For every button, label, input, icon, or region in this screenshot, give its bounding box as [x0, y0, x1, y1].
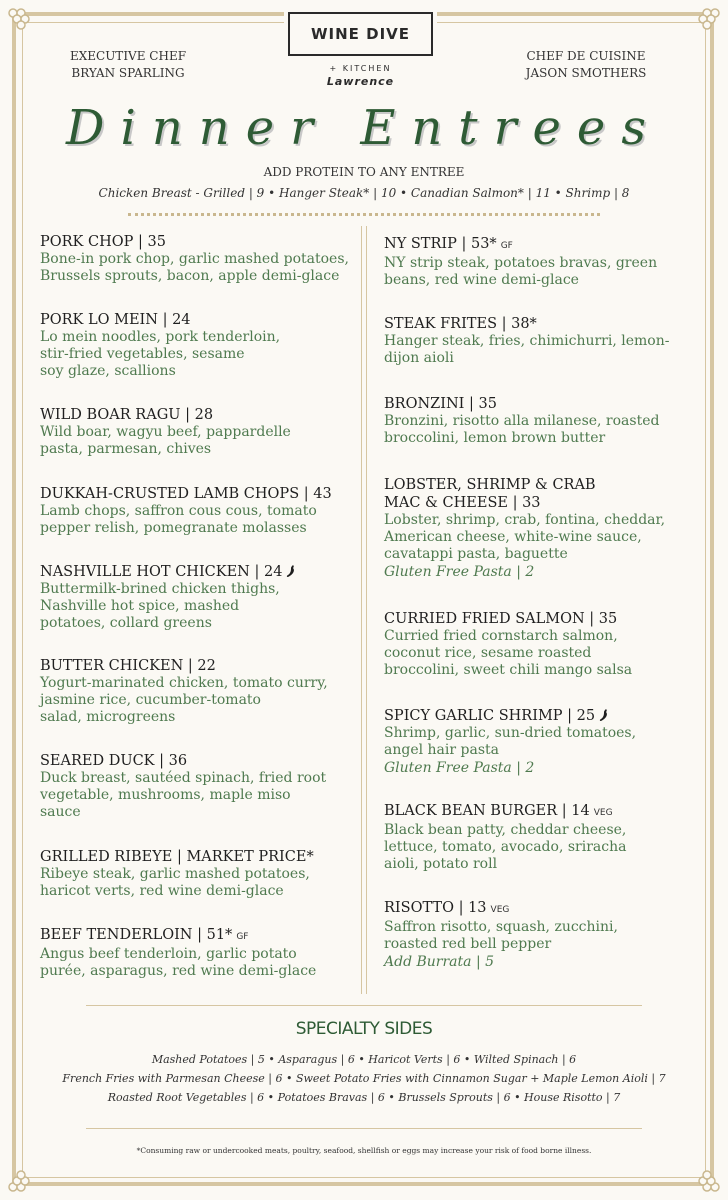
item-desc-line: potatoes, collard greens	[40, 615, 212, 631]
item-name	[40, 563, 358, 581]
item-desc-line: dijon aioli	[384, 350, 454, 366]
item-desc-line: soy glaze, scallions	[40, 363, 176, 379]
item-name: LOBSTER, SHRIMP & CRAB	[384, 477, 596, 493]
item-desc-line: Nashville hot spice, mashed	[40, 598, 240, 614]
item-desc-line: broccolini, lemon brown butter	[384, 430, 606, 446]
item-name: STEAK FRITES | 38*	[384, 316, 537, 332]
chef-name: BRYAN SPARLING	[71, 66, 185, 80]
menu-item-spicy-garlic-shrimp	[384, 707, 700, 777]
item-name: PORK CHOP | 35	[40, 234, 166, 250]
item-desc-line: Duck breast, sautéed spinach, fried root	[40, 770, 327, 786]
item-name	[384, 707, 700, 725]
item-desc-line: Bronzini, risotto alla milanese, roasted	[384, 413, 660, 429]
divider-top	[86, 1005, 642, 1006]
disclaimer: *Consuming raw or undercooked meats, poultry, seafood, shellfish or eggs may increase your risk of food borne illness.	[136, 1146, 592, 1155]
item-desc-line: Lo mein noodles, pork tenderloin,	[40, 329, 281, 345]
grape-cluster-icon	[694, 1166, 724, 1196]
item-name	[384, 235, 700, 255]
veg-tag: VEG	[593, 808, 613, 818]
menu-item-bronzini	[384, 395, 700, 447]
item-desc-line: American cheese, white-wine sauce,	[384, 529, 642, 545]
item-desc-line: beans, red wine demi-glace	[384, 272, 579, 288]
logo	[284, 8, 437, 88]
dotted-divider	[128, 213, 600, 216]
protein-options: Chicken Breast - Grilled | 9 • Hanger Steak* | 10 • Canadian Salmon* | 11 • Shrimp | 8	[98, 186, 630, 200]
protein-heading: ADD PROTEIN TO ANY ENTREE	[263, 165, 465, 179]
item-name: WILD BOAR RAGU | 28	[40, 407, 214, 423]
executive-chef	[58, 48, 198, 82]
item-addon: Add Burrata | 5	[384, 954, 495, 970]
gf-tag: GF	[500, 241, 513, 251]
menu-item-ny-strip	[384, 235, 700, 289]
item-name: BRONZINI | 35	[384, 396, 497, 412]
item-name-text: BEEF TENDERLOIN | 51*	[40, 927, 233, 943]
menu-item-lobster-mac	[384, 476, 700, 581]
item-name-line2: MAC & CHEESE | 33	[384, 495, 541, 511]
item-name	[384, 802, 700, 822]
menu-item-beef-tenderloin	[40, 926, 358, 980]
item-desc-line: aioli, potato roll	[384, 856, 498, 872]
item-desc-line: coconut rice, sesame roasted	[384, 645, 592, 661]
sides-line: Roasted Root Vegetables | 6 • Potatoes Bravas | 6 • Brussels Sprouts | 6 • House Risotto | 7	[107, 1091, 621, 1104]
item-desc-line: angel hair pasta	[384, 742, 499, 758]
item-name: PORK LO MEIN | 24	[40, 312, 191, 328]
menu-item-butter-chicken	[40, 657, 358, 726]
item-name-text: SPICY GARLIC SHRIMP | 25	[384, 708, 596, 724]
item-desc-line: Shrimp, garlic, sun-dried tomatoes,	[384, 725, 637, 741]
gf-tag: GF	[236, 932, 249, 942]
menu-item-seared-duck	[40, 752, 358, 821]
sides-title: SPECIALTY SIDES	[295, 1019, 433, 1039]
item-name: SEARED DUCK | 36	[40, 753, 188, 769]
sides-line: Mashed Potatoes | 5 • Asparagus | 6 • Haricot Verts | 6 • Wilted Spinach | 6	[151, 1053, 577, 1066]
item-desc-line: roasted red bell pepper	[384, 936, 552, 952]
item-desc-line: Buttermilk-brined chicken thighs,	[40, 581, 280, 597]
item-desc-line: vegetable, mushrooms, maple miso	[40, 787, 291, 803]
item-desc-line: Black bean patty, cheddar cheese,	[384, 822, 627, 838]
menu-item-black-bean-burger	[384, 802, 700, 873]
item-desc-line: Lamb chops, saffron cous cous, tomato	[40, 503, 317, 519]
chef-title: EXECUTIVE CHEF	[69, 49, 187, 63]
item-desc-line: Brussels sprouts, bacon, apple demi-glace	[40, 268, 340, 284]
divider-bottom	[86, 1128, 642, 1129]
item-name	[40, 926, 358, 946]
chef-de-cuisine	[512, 48, 660, 82]
sides-line: French Fries with Parmesan Cheese | 6 • Sweet Potato Fries with Cinnamon Sugar + Maple Lemon Aioli | 7	[62, 1072, 666, 1085]
menu-item-nashville-hot-chicken	[40, 563, 358, 632]
menu-item-curried-fried-salmon	[384, 610, 700, 679]
item-name-text: RISOTTO | 13	[384, 900, 487, 916]
item-name: GRILLED RIBEYE | MARKET PRICE*	[40, 849, 314, 865]
item-name: BUTTER CHICKEN | 22	[40, 658, 216, 674]
item-desc-line: salad, microgreens	[40, 709, 176, 725]
menu-item-steak-frites	[384, 315, 700, 367]
chili-pepper-icon	[598, 708, 610, 722]
item-desc-line: cavatappi pasta, baguette	[384, 546, 568, 562]
page-title: Dinner Entrees	[66, 100, 662, 156]
logo-name: WINE DIVE	[310, 25, 411, 43]
logo-sub: + KITCHEN	[324, 64, 398, 73]
menu-item-pork-lo-mein	[40, 311, 358, 380]
item-addon: Gluten Free Pasta | 2	[384, 760, 535, 776]
item-desc-line: jasmine rice, cucumber-tomato	[40, 692, 261, 708]
item-desc-line: Wild boar, wagyu beef, pappardelle	[40, 424, 291, 440]
item-addon: Gluten Free Pasta | 2	[384, 564, 535, 580]
item-desc-line: Bone-in pork chop, garlic mashed potatoes,	[40, 251, 349, 267]
item-desc-line: pepper relish, pomegranate molasses	[40, 520, 307, 536]
menu-item-lamb-chops	[40, 485, 358, 537]
item-desc-line: Curried fried cornstarch salmon,	[384, 628, 618, 644]
column-divider	[361, 226, 367, 994]
item-desc-line: haricot verts, red wine demi-glace	[40, 883, 284, 899]
item-desc-line: lettuce, tomato, avocado, sriracha	[384, 839, 627, 855]
item-name-text: BLACK BEAN BURGER | 14	[384, 803, 590, 819]
menu-item-grilled-ribeye	[40, 848, 358, 900]
item-desc-line: pasta, parmesan, chives	[40, 441, 212, 457]
item-desc-line: Saffron risotto, squash, zucchini,	[384, 919, 618, 935]
item-name: CURRIED FRIED SALMON | 35	[384, 611, 618, 627]
item-desc-line: stir-fried vegetables, sesame	[40, 346, 245, 362]
item-desc-line: purée, asparagus, red wine demi-glace	[40, 963, 317, 979]
grape-cluster-icon	[4, 4, 34, 34]
item-desc-line: Angus beef tenderloin, garlic potato	[40, 946, 297, 962]
item-desc-line: NY strip steak, potatoes bravas, green	[384, 255, 658, 271]
menu-item-risotto	[384, 899, 700, 971]
grape-cluster-icon	[694, 4, 724, 34]
menu-item-pork-chop	[40, 233, 358, 285]
item-desc-line: Lobster, shrimp, crab, fontina, cheddar,	[384, 512, 666, 528]
grape-cluster-icon	[4, 1166, 34, 1196]
item-name-text: NASHVILLE HOT CHICKEN | 24	[40, 564, 283, 580]
item-desc-line: broccolini, sweet chili mango salsa	[384, 662, 633, 678]
item-name	[384, 899, 700, 919]
item-name: DUKKAH-CRUSTED LAMB CHOPS | 43	[40, 486, 332, 502]
item-desc-line: Yogurt-marinated chicken, tomato curry,	[40, 675, 328, 691]
chef-title: CHEF DE CUISINE	[526, 49, 646, 63]
menu-item-wild-boar-ragu	[40, 406, 358, 458]
logo-mark	[288, 12, 433, 56]
veg-tag: VEG	[490, 905, 510, 915]
item-desc-line: sauce	[40, 804, 81, 820]
logo-location: Lawrence	[326, 75, 395, 88]
chef-name: JASON SMOTHERS	[525, 66, 647, 80]
item-name-text: NY STRIP | 53*	[384, 236, 497, 252]
item-desc-line: Ribeye steak, garlic mashed potatoes,	[40, 866, 310, 882]
item-desc-line: Hanger steak, fries, chimichurri, lemon-	[384, 333, 670, 349]
chili-pepper-icon	[285, 564, 297, 578]
